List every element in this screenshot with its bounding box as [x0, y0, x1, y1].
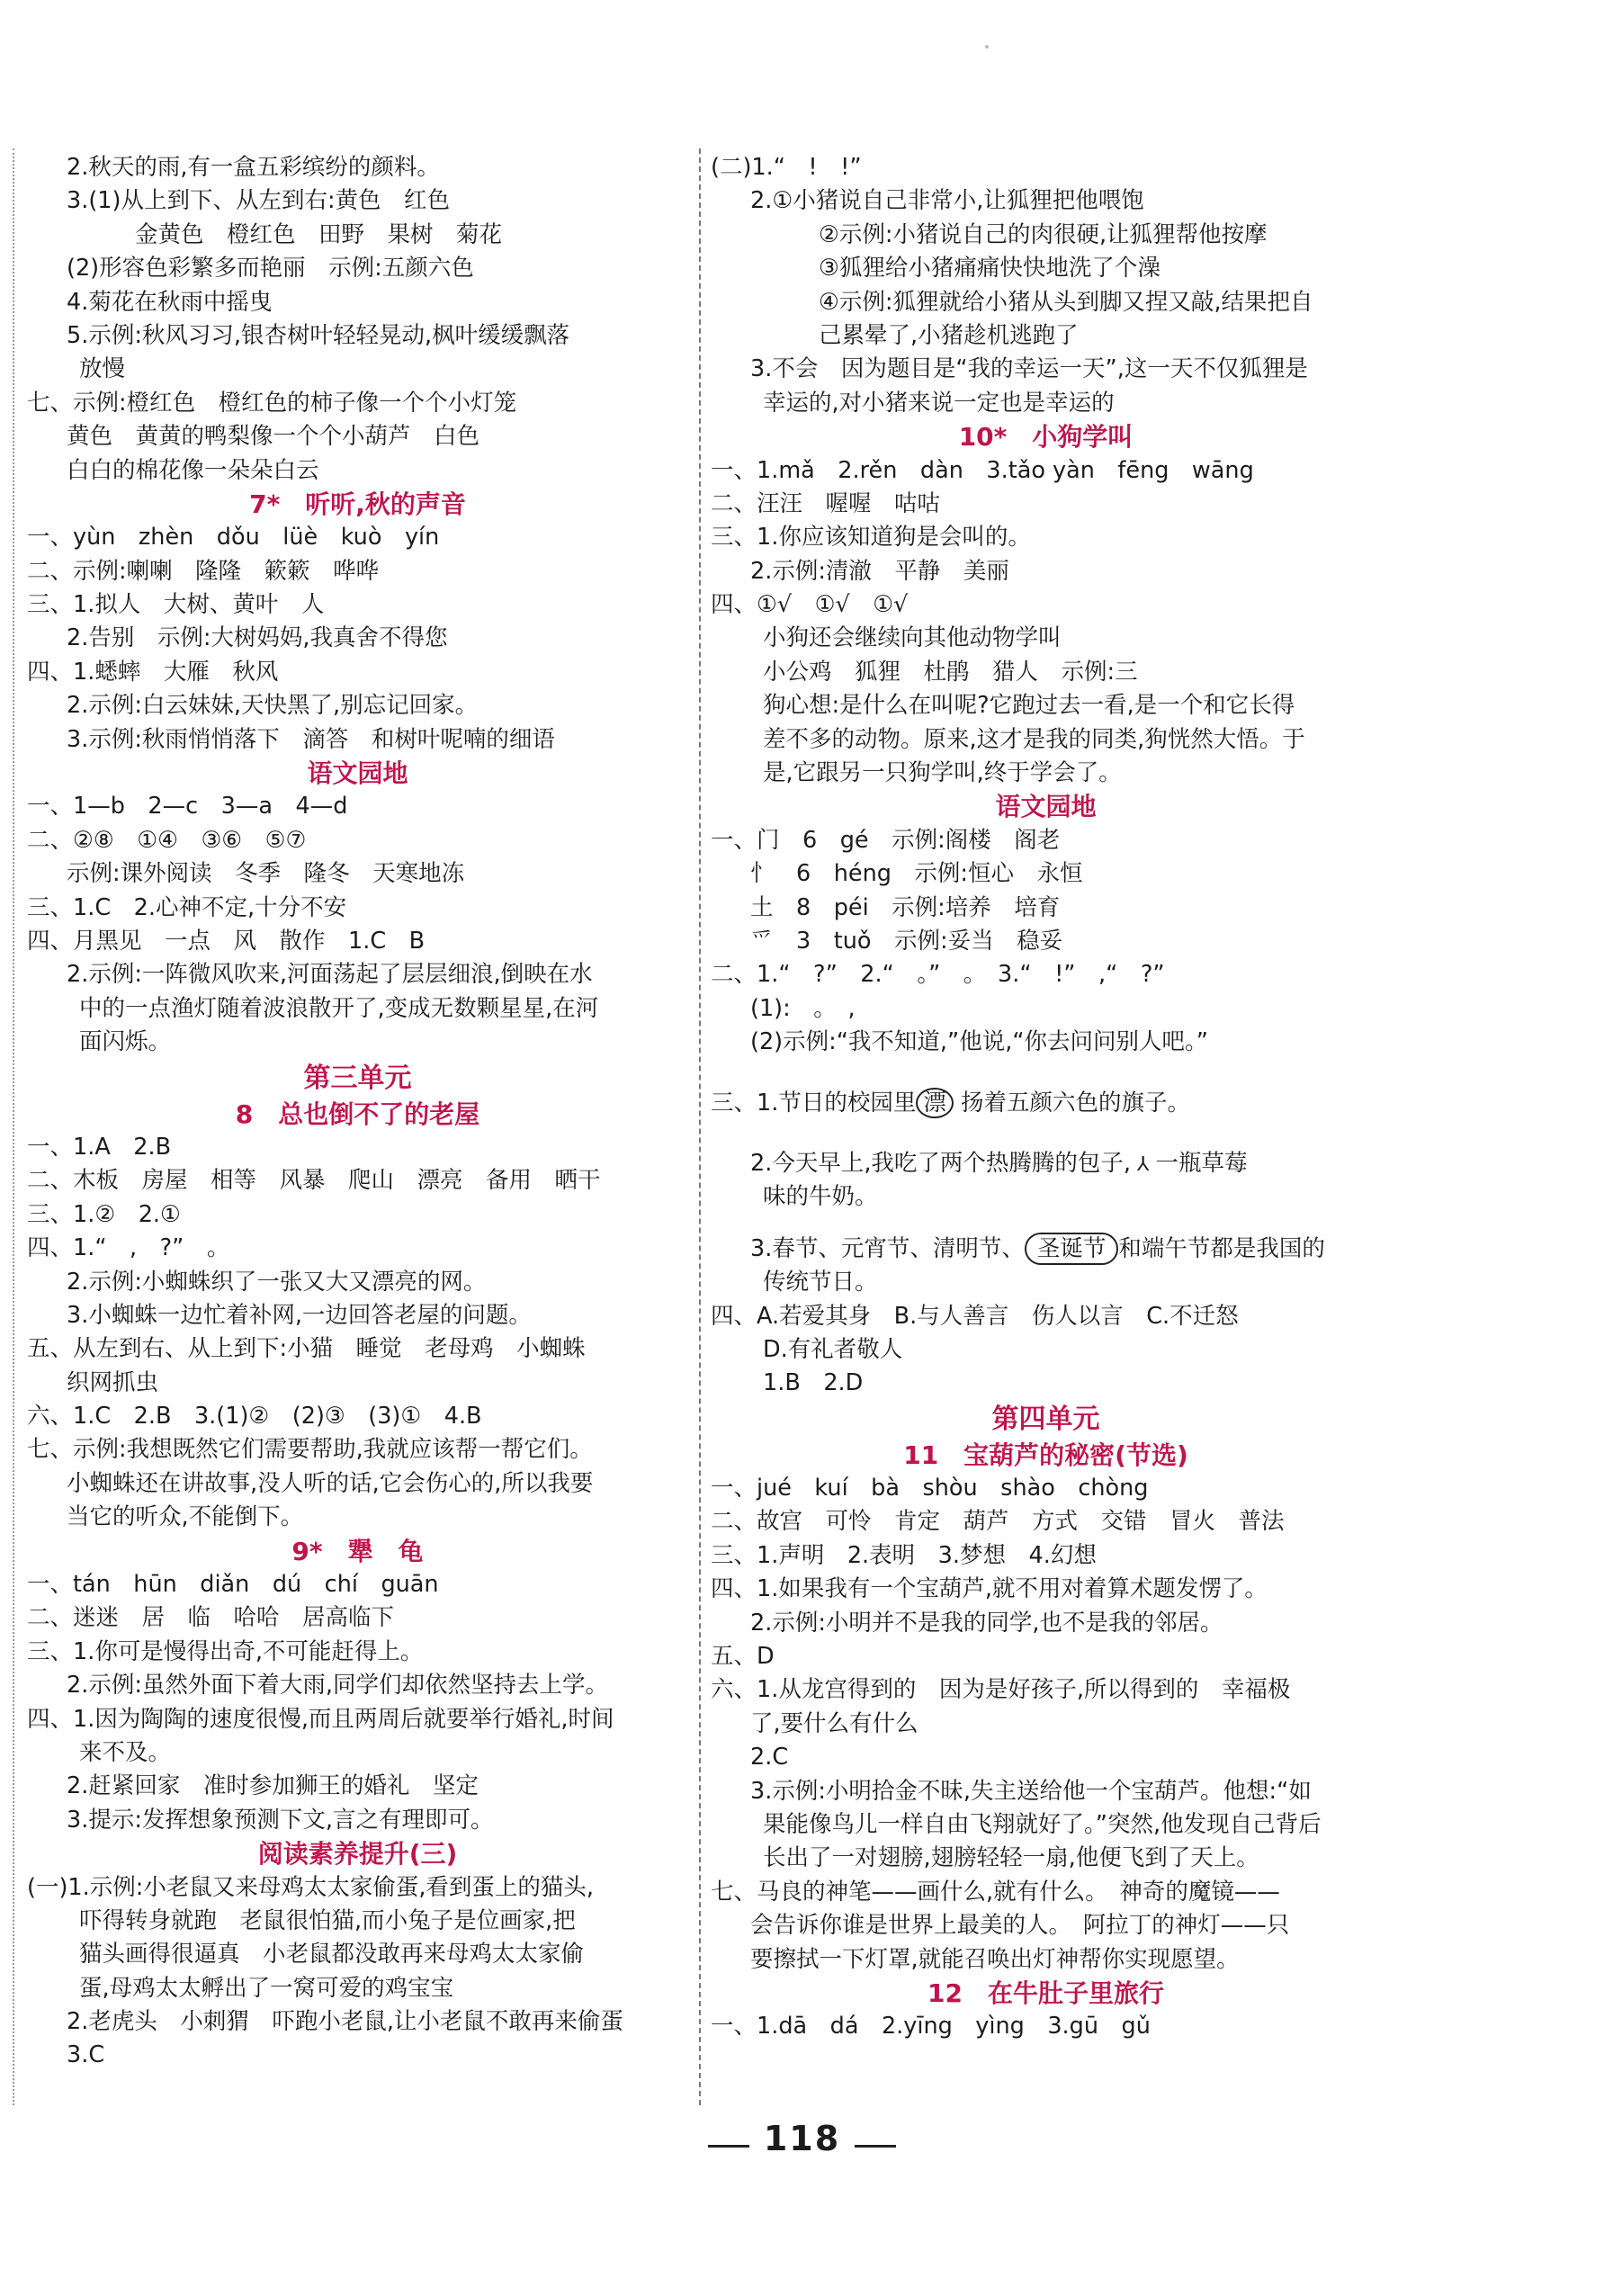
page-footer — [0, 2119, 1604, 2158]
section-heading: 第四单元 — [991, 1403, 1100, 1435]
section-heading: 9* 犟 龟 — [291, 1536, 424, 1566]
answer-line: 3.不会 因为题目是“我的幸运一天”,这一天不仅狐狸是 — [750, 355, 1308, 383]
answer-line: 1.B 2.D — [763, 1369, 864, 1397]
right-column — [711, 151, 1381, 2044]
column-divider — [699, 148, 701, 2105]
answer-line: 三、1.拟人 大树、黄叶 人 — [27, 591, 325, 619]
answer-line: ②示例:小猪说自己的肉很硬,让狐狸帮他按摩 — [819, 220, 1268, 248]
answer-line: (2)示例:“我不知道,”他说,“你去问问别人吧。” — [750, 1028, 1209, 1056]
answer-line: 一、jué kuí bà shòu shào chòng — [711, 1475, 1149, 1502]
answer-line: 小狗还会继续向其他动物学叫 — [763, 624, 1062, 652]
section-heading: 7* 听听,秋的声音 — [249, 489, 466, 519]
answer-line: 己累晕了,小猪趁机逃跑了 — [819, 321, 1079, 349]
answer-line: 3.示例:小明拾金不昧,失主送给他一个宝葫芦。他想:“如 — [750, 1777, 1312, 1805]
answer-line: 五、从左到右、从上到下:小猫 睡觉 老母鸡 小蜘蛛 — [27, 1335, 586, 1363]
answer-line: 2.示例:清澈 平静 美丽 — [750, 557, 1009, 585]
section-heading: 第三单元 — [303, 1062, 412, 1094]
answer-line: 三、1.② 2.① — [27, 1200, 181, 1228]
answer-line: 一、tán hūn diǎn dú chí guān — [27, 1571, 439, 1599]
answer-line: 蛋,母鸡太太孵出了一窝可爱的鸡宝宝 — [79, 1974, 454, 2002]
answer-line: 小公鸡 狐狸 杜鹃 猎人 示例:三 — [763, 658, 1138, 686]
answer-line: 一、1.mǎ 2.rěn dàn 3.tǎo yàn fēng wāng — [711, 456, 1254, 484]
answer-line: 3.小蜘蛛一边忙着补网,一边回答老屋的问题。 — [67, 1301, 532, 1329]
section-heading: 语文园地 — [995, 792, 1097, 822]
answer-line: 二、1.“ ?” 2.“ 。” 。 3.“ !” ,“ ?” — [711, 961, 1165, 989]
answer-line: 2.示例:一阵微风吹来,河面荡起了层层细浪,倒映在水 — [67, 961, 593, 989]
answer-line: 三、1.你可是慢得出奇,不可能赶得上。 — [27, 1637, 424, 1665]
answer-line: 面闪烁。 — [79, 1028, 172, 1056]
answer-line: 二、②⑧ ①④ ③⑥ ⑤⑦ — [27, 826, 307, 854]
answer-line: (2)形容色彩繁多而艳丽 示例:五颜六色 — [67, 255, 474, 283]
answer-line: 四、1.因为陶陶的速度很慢,而且两周后就要举行婚礼,时间 — [27, 1705, 614, 1733]
section-heading: 10* 小狗学叫 — [958, 422, 1134, 453]
answer-line: 2.C — [750, 1744, 789, 1771]
answer-line: 放慢 — [79, 355, 126, 383]
answer-line: 是,它跟另一只狗学叫,终于学会了。 — [763, 759, 1122, 787]
answer-line: 七、马良的神笔——画什么,就有什么。 神奇的魔镜—— — [711, 1878, 1280, 1906]
answer-line: 味的牛奶。 — [763, 1183, 878, 1211]
answer-line: 3.提示:发挥想象预测下文,言之有理即可。 — [67, 1806, 494, 1834]
answer-line: ④示例:狐狸就给小猪从头到脚又捏又敲,结果把自 — [819, 288, 1313, 316]
answer-line: 来不及。 — [79, 1738, 172, 1766]
answer-line: 中的一点渔灯随着波浪散开了,变成无数颗星星,在河 — [79, 994, 599, 1022]
answer-line: 六、1.从龙宫得到的 因为是好孩子,所以得到的 幸福极 — [711, 1676, 1291, 1704]
answer-line: 2.秋天的雨,有一盒五彩缤纷的颜料。 — [67, 154, 440, 181]
answer-line: 四、1.如果我有一个宝葫芦,就不用对着算术题发愣了。 — [711, 1575, 1268, 1603]
answer-line: 3.(1)从上到下、从左到右:黄色 红色 — [67, 187, 451, 215]
answer-line: 五、D — [711, 1643, 775, 1671]
answer-line: 幸运的,对小猪来说一定也是幸运的 — [763, 389, 1115, 417]
answer-line: 二、木板 房屋 相等 风暴 爬山 漂亮 备用 晒干 — [27, 1167, 601, 1195]
answer-line: 传统节日。 — [763, 1269, 878, 1296]
answer-line: 三、1.C 2.心神不定,十分不安 — [27, 893, 347, 921]
answer-line: D.有礼者敬人 — [763, 1335, 903, 1363]
answer-line: 六、1.C 2.B 3.(1)② (2)③ (3)① 4.B — [27, 1403, 482, 1431]
answer-line: 爫 3 tuǒ 示例:妥当 稳妥 — [750, 927, 1063, 955]
answer-line: 会告诉你谁是世界上最美的人。 阿拉丁的神灯——只 — [750, 1912, 1290, 1940]
footer-dash-right — [855, 2145, 896, 2148]
answer-line: 3.春节、元宵节、清明节、 圣诞节 和端午节都是我国的 — [711, 1233, 1381, 1266]
answer-line: 2.示例:小明并不是我的同学,也不是我的邻居。 — [750, 1609, 1223, 1637]
answer-line: 长出了一对翅膀,翅膀轻轻一扇,他便飞到了天上。 — [763, 1844, 1259, 1872]
answer-line: 差不多的动物。原来,这才是我的同类,狗恍然大悟。于 — [763, 725, 1305, 753]
right-column-tail — [711, 1300, 1381, 2044]
answer-line: (二)1.“ ! !” — [711, 154, 862, 181]
answer-line: 四、A.若爱其身 B.与人善言 伤人以言 C.不迁怒 — [711, 1302, 1239, 1330]
circled-char: 漂 — [916, 1088, 954, 1118]
answer-line: 2.示例:小蜘蛛织了一张又大又漂亮的网。 — [67, 1268, 487, 1296]
answer-line: 二、故宫 可怜 肯定 葫芦 方式 交错 冒火 普法 — [711, 1508, 1285, 1536]
right-column-top — [711, 151, 1381, 1060]
answer-line: 3.示例:秋雨悄悄落下 滴答 和树叶呢喃的细语 — [67, 725, 555, 753]
answer-line: 三、1.节日的校园里 漂 扬着五颜六色的旗子。 — [711, 1089, 1190, 1117]
answer-line: 一、1.A 2.B — [27, 1133, 172, 1161]
answer-line: 4.菊花在秋雨中摇曳 — [67, 288, 273, 316]
answer-line: 要擦拭一下灯罩,就能召唤出灯神帮你实现愿望。 — [750, 1945, 1240, 1973]
answer-line: 2.①小猪说自己非常小,让狐狸把他喂饱 — [750, 187, 1144, 215]
answer-line: 吓得转身就跑 老鼠很怕猫,而小兔子是位画家,把 — [79, 1906, 576, 1934]
answer-line: 二、示例:喇喇 隆隆 簌簌 哗哗 — [27, 557, 380, 585]
answer-line: 黄色 黄黄的鸭梨像一个个小葫芦 白色 — [67, 423, 480, 451]
answer-line: (1): 。 , — [750, 994, 856, 1022]
page-number: 118 — [763, 2119, 841, 2158]
answer-line: 2.赶紧回家 准时参加狮王的婚礼 坚定 — [67, 1772, 479, 1800]
section-heading: 语文园地 — [307, 758, 408, 789]
section-heading: 11 宝葫芦的秘密(节选) — [903, 1439, 1188, 1470]
answer-line: 一、门 6 gé 示例:阁楼 阁老 — [711, 826, 1061, 854]
answer-line: 四、月黑见 一点 风 散作 1.C B — [27, 927, 426, 955]
section-heading: 8 总也倒不了的老屋 — [235, 1099, 480, 1129]
answer-line: 忄 6 héng 示例:恒心 永恒 — [750, 860, 1083, 888]
answer-line: 当它的听众,不能倒下。 — [67, 1503, 304, 1531]
crossed-word: 圣诞节 — [1025, 1233, 1119, 1265]
section-heading: 12 在牛肚子里旅行 — [927, 1978, 1164, 2008]
answer-line: ③狐狸给小猪痛痛快快地洗了个澡 — [819, 255, 1160, 283]
answer-line: 金黄色 橙红色 田野 果树 菊花 — [135, 220, 503, 248]
answer-line: 三、1.你应该知道狗是会叫的。 — [711, 524, 1031, 552]
answer-line: 5.示例:秋风习习,银杏树叶轻轻晃动,枫叶缓缓飘落 — [67, 321, 570, 349]
answer-line: 小蜘蛛还在讲故事,没人听的话,它会伤心的,所以我要 — [67, 1469, 594, 1497]
answer-line: 二、迷迷 居 临 哈哈 居高临下 — [27, 1604, 395, 1632]
answer-line: 示例:课外阅读 冬季 隆冬 天寒地冻 — [67, 860, 465, 888]
answer-line: 一、1.dā dá 2.yīng yìng 3.gū gǔ — [711, 2013, 1151, 2040]
answer-line: 了,要什么有什么 — [750, 1709, 918, 1737]
answer-line: 3.C — [67, 2041, 105, 2069]
answer-line: 二、汪汪 喔喔 咕咕 — [711, 489, 941, 517]
scan-dot — [985, 45, 989, 49]
left-column — [27, 151, 688, 2073]
answer-line: 土 8 péi 示例:培养 培育 — [750, 893, 1061, 921]
answer-line: 白白的棉花像一朵朵白云 — [67, 456, 319, 484]
answer-line: 2.今天早上,我吃了两个热腾腾的包子, ⅄ 一瓶草莓 — [750, 1149, 1248, 1177]
answer-line: 七、示例:我想既然它们需要帮助,我就应该帮一帮它们。 — [27, 1436, 593, 1464]
answer-line: 2.老虎头 小刺猬 吓跑小老鼠,让小老鼠不敢再来偷蛋 — [67, 2008, 623, 2036]
answer-line: 一、yùn zhèn dǒu lüè kuò yín — [27, 524, 440, 552]
footer-dash-left — [708, 2145, 749, 2148]
answer-line: 七、示例:橙红色 橙红色的柿子像一个个小灯笼 — [27, 389, 517, 417]
answer-line: 一、1—b 2—c 3—a 4—d — [27, 793, 348, 821]
answer-line: 狗心想:是什么在叫呢?它跑过去一看,是一个和它长得 — [763, 692, 1295, 720]
answer-line: 四、1.蟋蟀 大雁 秋风 — [27, 658, 279, 686]
left-margin-line — [13, 148, 14, 2105]
answer-line: 三、1.声明 2.表明 3.梦想 4.幻想 — [711, 1541, 1097, 1569]
answer-line: 四、1.“ , ?” 。 — [27, 1234, 230, 1262]
answer-line: 四、①√ ①√ ①√ — [711, 591, 909, 619]
answer-line: 2.示例:白云妹妹,天快黑了,别忘记回家。 — [67, 692, 479, 720]
answer-line: 织网抓虫 — [67, 1368, 159, 1396]
correction-block — [711, 1060, 1381, 1300]
answer-line: 2.示例:虽然外面下着大雨,同学们却依然坚持去上学。 — [67, 1672, 609, 1700]
answer-line: 2.告别 示例:大树妈妈,我真舍不得您 — [67, 624, 448, 652]
answer-line: 果能像鸟儿一样自由飞翔就好了。”突然,他发现自己背后 — [763, 1810, 1322, 1838]
answer-line: 猫头画得很逼真 小老鼠都没敢再来母鸡太太家偷 — [79, 1941, 585, 1969]
answer-line: (一)1.示例:小老鼠又来母鸡太太家偷蛋,看到蛋上的猫头, — [27, 1873, 595, 1901]
section-heading: 阅读素养提升(三) — [257, 1839, 458, 1870]
